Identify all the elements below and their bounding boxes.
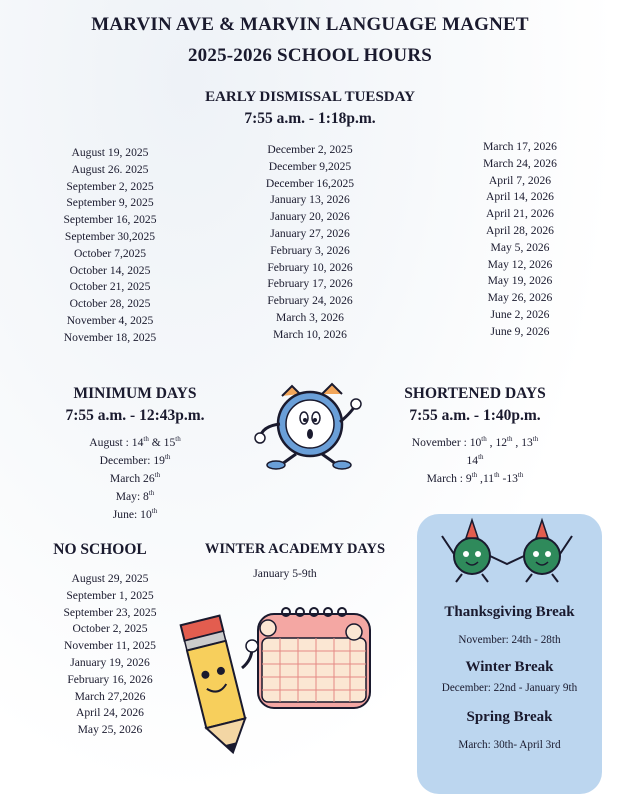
thanksgiving-break-title: Thanksgiving Break [444, 604, 575, 620]
date-item: August 29, 2025 [71, 572, 149, 585]
early-dismissal-col3 [450, 139, 590, 341]
date-item: June 9, 2026 [490, 324, 550, 338]
minimum-day-august: August : 14th & 15th [89, 435, 181, 449]
shortened-day-march: March : 9th ,11th -13th [426, 471, 524, 485]
date-item: March 24, 2026 [483, 156, 557, 170]
date-item: September 2, 2025 [66, 179, 154, 193]
date-item: November 4, 2025 [66, 313, 154, 327]
date-item: April 7, 2026 [488, 173, 552, 187]
date-item: February 17, 2026 [267, 277, 353, 291]
date-item: April 24, 2026 [76, 706, 144, 720]
date-item: August 19, 2025 [71, 146, 149, 159]
date-item: January 19, 2026 [70, 655, 150, 669]
date-item: September 30,2025 [64, 229, 156, 243]
date-item: January 20, 2026 [270, 210, 350, 224]
minimum-day-march: March 26th [109, 471, 161, 485]
winter-academy-dates: January 5-9th [253, 567, 317, 580]
date-item: February 10, 2026 [267, 260, 353, 274]
date-item: September 16, 2025 [63, 213, 157, 227]
date-item: January 13, 2026 [270, 193, 350, 207]
minimum-day-december: December: 19th [99, 453, 171, 467]
no-school-title: NO SCHOOL [53, 541, 147, 558]
early-dismissal-col1 [40, 145, 180, 347]
date-item: September 9, 2025 [66, 196, 154, 210]
date-item: February 3, 2026 [270, 243, 350, 257]
page-title: MARVIN AVE & MARVIN LANGUAGE MAGNET [91, 14, 529, 35]
date-item: November 18, 2025 [63, 330, 157, 344]
date-item: March 3, 2026 [276, 310, 344, 324]
date-item: May 12, 2026 [487, 257, 553, 271]
winter-break-title: Winter Break [465, 659, 554, 675]
winter-academy-title: WINTER ACADEMY DAYS [204, 541, 386, 557]
spring-break-dates: March: 30th- April 3rd [458, 739, 561, 751]
early-dismissal-hours: 7:55 a.m. - 1:18p.m. [244, 110, 376, 127]
date-item: December 16,2025 [265, 176, 355, 190]
date-item: February 16, 2026 [67, 672, 153, 686]
date-item: April 28, 2026 [486, 223, 554, 237]
spring-break-title: Spring Break [466, 709, 553, 725]
minimum-days-title: MINIMUM DAYS [73, 385, 197, 402]
date-item: June 2, 2026 [490, 307, 550, 321]
alarm-clock-mascot-icon [252, 378, 364, 474]
page-subtitle: 2025-2026 SCHOOL HOURS [187, 45, 433, 66]
date-item: September 23, 2025 [63, 605, 157, 619]
minimum-days-hours: 7:55 a.m. - 12:43p.m. [65, 407, 205, 424]
shortened-day-november: November : 10th , 12th , 13th [411, 435, 539, 449]
date-item: August 26. 2025 [71, 162, 149, 176]
date-item: November 11, 2025 [64, 639, 156, 653]
shortened-days-hours: 7:55 a.m. - 1:40p.m. [409, 407, 541, 424]
date-item: January 27, 2026 [270, 226, 350, 240]
minimum-day-may: May: 8th [115, 489, 155, 503]
winter-break-dates: December: 22nd - January 9th [441, 682, 578, 694]
no-school-list [30, 571, 190, 739]
date-item: March 10, 2026 [273, 327, 347, 341]
pencil-calendar-illustration-icon [178, 604, 390, 760]
date-item: April 14, 2026 [486, 190, 554, 204]
date-item: May 19, 2026 [487, 274, 553, 288]
date-item: September 1, 2025 [66, 588, 154, 602]
date-item: October 7,2025 [73, 246, 147, 260]
date-item: October 14, 2025 [69, 263, 151, 277]
early-dismissal-col2 [240, 142, 380, 344]
date-item: October 2, 2025 [72, 622, 148, 636]
date-item: October 28, 2025 [69, 297, 151, 311]
date-item: April 21, 2026 [486, 207, 554, 221]
shortened-days-list [380, 434, 570, 488]
minimum-days-list [50, 434, 220, 524]
date-item: October 21, 2025 [69, 280, 151, 294]
date-item: March 17, 2026 [483, 140, 557, 153]
date-item: December 2, 2025 [267, 143, 353, 156]
celebrating-ornaments-icon [432, 516, 582, 584]
date-item: May 25, 2026 [77, 723, 143, 737]
thanksgiving-break-dates: November: 24th - 28th [458, 634, 561, 646]
date-item: December 9,2025 [268, 159, 352, 173]
date-item: May 5, 2026 [490, 240, 550, 254]
date-item: May 26, 2026 [487, 291, 553, 305]
date-item: February 24, 2026 [267, 294, 353, 308]
date-item: March 27,2026 [74, 689, 146, 703]
minimum-day-june: June: 10th [112, 507, 158, 521]
shortened-days-title: SHORTENED DAYS [404, 385, 546, 402]
shortened-day-november-cont: 14th [466, 453, 484, 467]
early-dismissal-title: EARLY DISMISSAL TUESDAY [205, 89, 415, 105]
